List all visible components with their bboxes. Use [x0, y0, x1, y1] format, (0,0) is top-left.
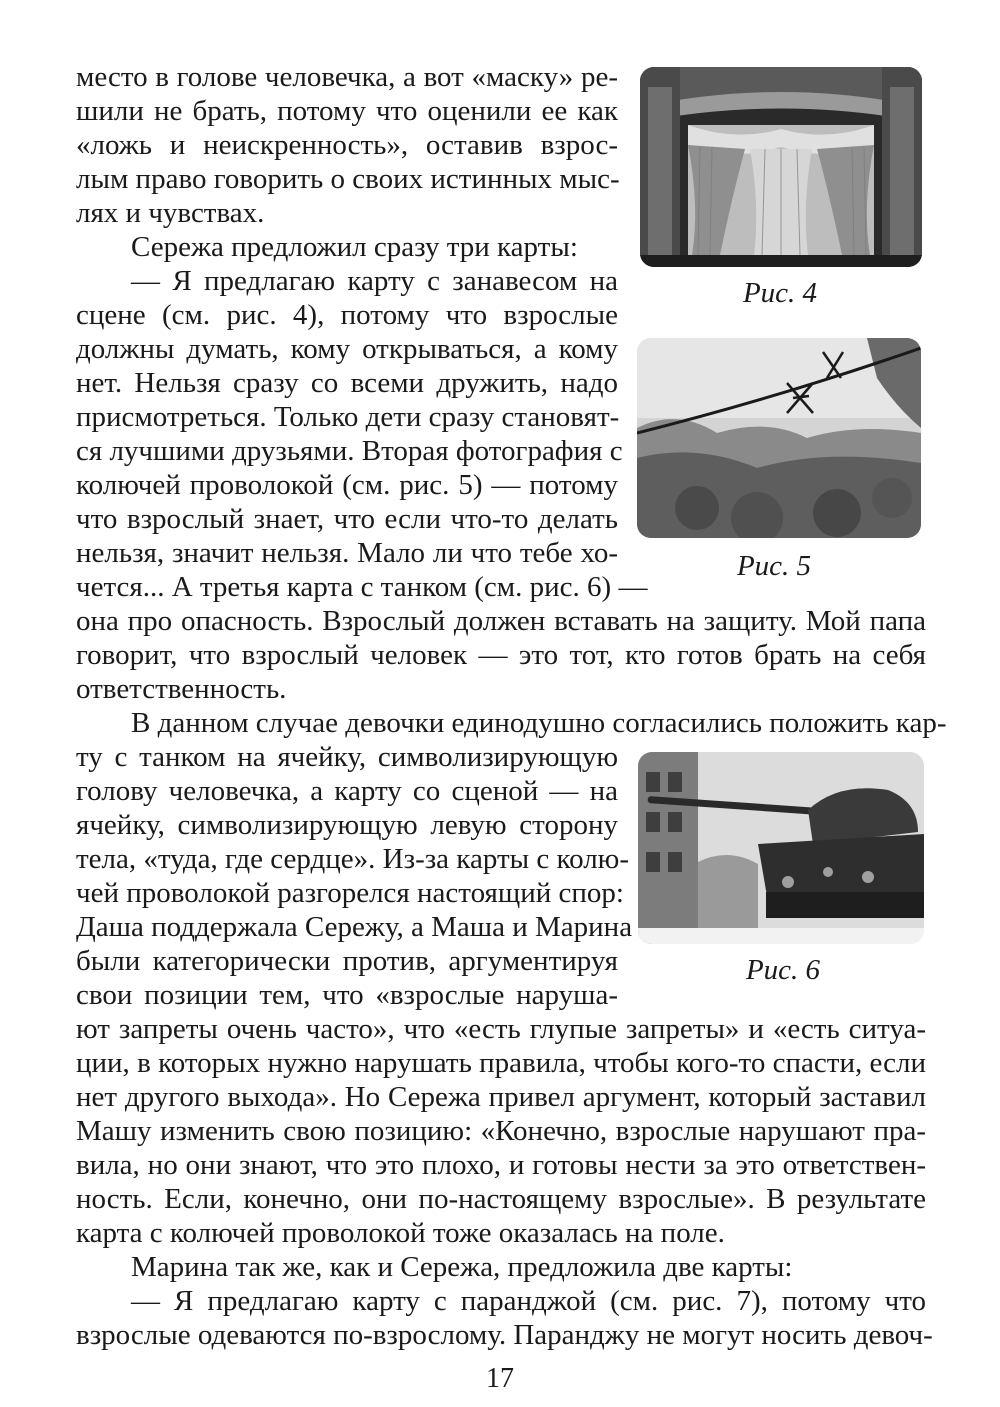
text-line: ность. Если, конечно, они по-настоящему взрослые». В результате [76, 1183, 926, 1215]
text-line: лым право говорить о своих истинных мыс- [76, 163, 620, 195]
text-line: Машу изменить свою позицию: «Конечно, взрослые нарушают пра- [76, 1115, 926, 1147]
text-line: ции, в которых нужно нарушать правила, чтобы кого-то спасти, если [76, 1047, 926, 1079]
text-line: должны думать, кому открываться, а кому [76, 333, 618, 365]
text-line: ответственность. [76, 673, 287, 705]
text-line: Даша поддержала Сережу, а Маша и Марина [76, 911, 633, 943]
figure-6-tank-photo [638, 752, 924, 944]
text-line: карта с колючей проволокой тоже оказалась на поле. [76, 1217, 725, 1249]
text-line: Марина так же, как и Сережа, предложила две карты: [131, 1251, 793, 1283]
text-line: нет. Нельзя сразу со всеми дружить, надо [76, 367, 618, 399]
text-line: были категорически против, аргументируя [76, 945, 618, 977]
text-line: лях и чувствах. [76, 197, 265, 229]
text-line: нельзя, значит нельзя. Мало ли что тебе хо- [76, 537, 618, 569]
text-line: сцене (см. рис. 4), потому что взрослые [76, 299, 618, 331]
figure-4-caption: Рис. 4 [742, 277, 818, 309]
text-line: ся лучшими друзьями. Вторая фотография с [76, 435, 623, 467]
text-line: «ложь и неискренность», оставив взрос- [76, 129, 618, 161]
text-line: говорит, что взрослый человек — это тот, кто готов брать на себя [76, 639, 926, 671]
tank-image [638, 752, 924, 944]
text-line: ячейку, символизирующую левую сторону [76, 809, 618, 841]
text-line: чей проволокой разгорелся настоящий спор: [76, 877, 624, 909]
text-line: ту с танком на ячейку, символизирующую [76, 741, 618, 773]
text-line: место в голове человечка, а вот «маску» ре- [76, 61, 618, 93]
text-line: шили не брать, потому что оценили ее как [76, 95, 618, 127]
text-line: — Я предлагаю карту с паранджой (см. рис. 7), потому что [131, 1285, 926, 1317]
text-line: взрослые одеваются по-взрослому. Паранджу не могут носить девоч- [76, 1319, 933, 1351]
text-line: свои позиции тем, что «взрослые наруша- [76, 979, 618, 1011]
text-line: вила, но они знают, что это плохо, и готовы нести за это ответствен- [76, 1149, 926, 1181]
figure-5-caption: Рис. 5 [736, 550, 812, 582]
theatre-stage-image [640, 67, 922, 267]
text-line: нет другого выхода». Но Сережа привел аргумент, который заставил [76, 1081, 926, 1113]
text-line: колючей проволокой (см. рис. 5) — потому [76, 469, 618, 501]
text-line: что взрослый знает, что если что-то делать [76, 503, 618, 535]
figure-6-caption: Рис. 6 [745, 954, 821, 986]
text-line: она про опасность. Взрослый должен вставать на защиту. Мой папа [76, 605, 926, 637]
page-number: 17 [486, 1363, 514, 1394]
text-line: голову человечка, а карту со сценой — на [76, 775, 618, 807]
text-line: Сережа предложил сразу три карты: [131, 231, 578, 263]
text-line: присмотреться. Только дети сразу становят- [76, 401, 620, 433]
figure-4-theatre-photo [640, 67, 922, 267]
text-line: — Я предлагаю карту с занавесом на [131, 265, 618, 297]
text-line: ют запреты очень часто», что «есть глупые запреты» и «есть ситуа- [76, 1013, 926, 1045]
text-line: В данном случае девочки единодушно согласились положить кар- [131, 707, 947, 739]
barbed-wire-image [637, 338, 921, 538]
text-line: тела, «туда, где сердце». Из-за карты с колю- [76, 843, 629, 875]
figure-5-barbed-wire-photo [637, 338, 921, 538]
text-line: чется... А третья карта с танком (см. рис. 6) — [76, 571, 648, 603]
